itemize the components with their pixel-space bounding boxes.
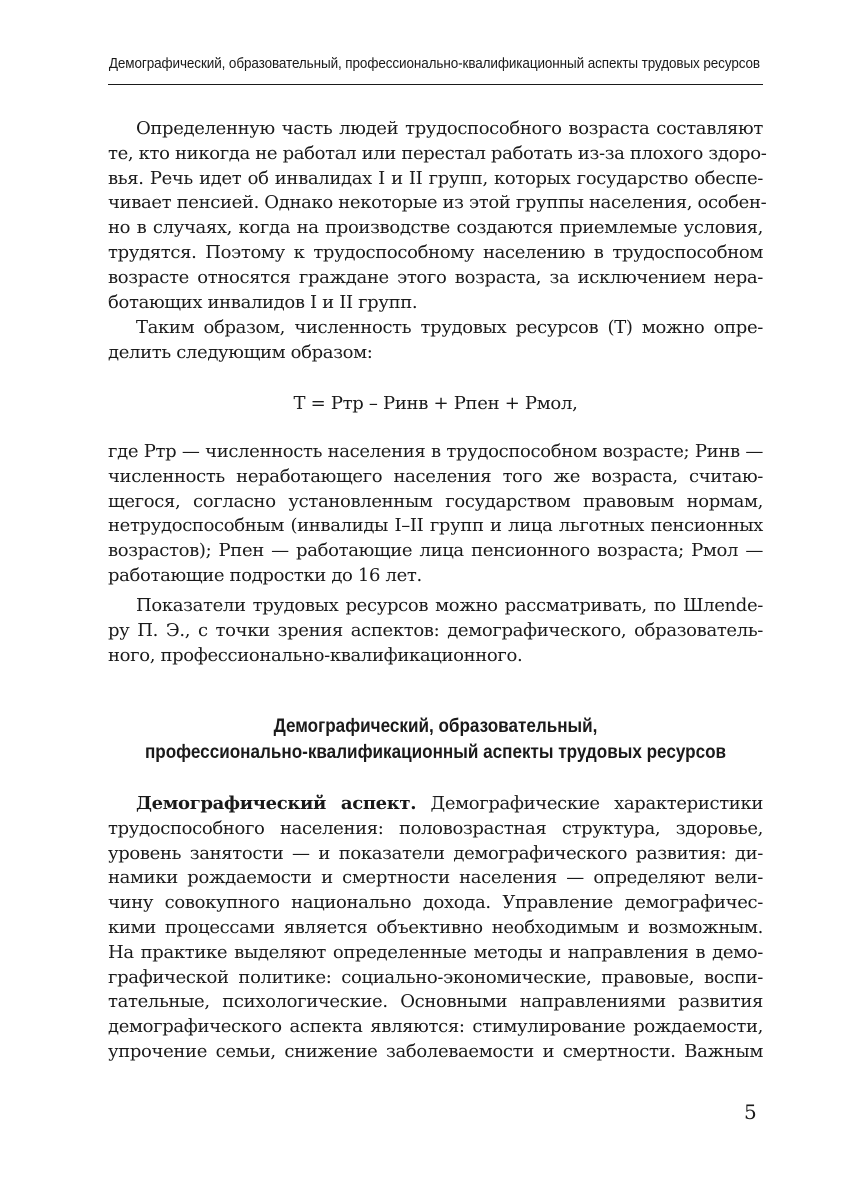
header-divider	[108, 84, 763, 85]
text-line: графической политике: социально-экономические, правовые, воспи-	[108, 966, 763, 988]
text-line: вья. Речь идет об инвалидах I и II групп, которых государство обеспе-	[108, 167, 763, 189]
text-line: делить следующим образом:	[108, 341, 373, 363]
page-number: 5	[744, 1100, 757, 1124]
section-title-line-1: Демографический, образовательный,	[273, 716, 598, 737]
text-line: На практике выделяют определенные методы и направления в демо-	[108, 941, 763, 963]
text-line: трудятся. Поэтому к трудоспособному населению в трудоспособном	[108, 241, 763, 263]
text-line: Показатели трудовых ресурсов можно рассматривать, по Шлende-	[136, 595, 763, 616]
text-line	[108, 792, 763, 817]
text-line: Определенную часть людей трудоспособного возраста составляют	[136, 118, 763, 139]
formula: Т = Ртр – Ринв + Рпен + Рмол,	[293, 393, 578, 414]
text-line: те, кто никогда не работал или перестал работать из-за плохого здоро-	[108, 142, 767, 164]
text-line: чивает пенсией. Однако некоторые из этой группы населения, особен-	[108, 192, 767, 214]
section-title	[108, 714, 763, 766]
section-title-line-2: профессионально-квалификационный аспекты трудовых ресурсов	[144, 742, 727, 763]
text-line: ру П. Э., с точки зрения аспектов: демографического, образователь-	[108, 619, 763, 641]
text-line: кими процессами является объективно необходимым и возможным.	[108, 916, 763, 938]
text-line: возрастов); Рпен — работающие лица пенсионного возраста; Рмол —	[108, 540, 763, 562]
text-line: щегося, согласно установленным государством правовым нормам,	[108, 490, 763, 512]
text-line: но в случаях, когда на производстве создаются приемлемые условия,	[108, 217, 763, 239]
text-line: чину совокупного национально дохода. Управление демографичес-	[108, 892, 763, 914]
paragraph-3	[108, 440, 763, 589]
paragraph-5	[108, 792, 763, 1065]
text-line: упрочение семьи, снижение заболеваемости и смертности. Важным	[108, 1040, 763, 1062]
text-line: работающие подростки до 16 лет.	[108, 564, 422, 586]
paragraph-1	[108, 117, 767, 315]
paragraph-2	[108, 316, 763, 366]
running-head: Демографический, образовательный, профессионально-квалификационный аспекты трудовых ресурсов	[108, 56, 761, 72]
text-line: ботающих инвалидов I и II групп.	[108, 291, 418, 313]
text-line: ного, профессионально-квалификационного.	[108, 644, 523, 666]
text-run: Демографические характеристики	[416, 793, 763, 814]
text-line: Таким образом, численность трудовых ресурсов (Т) можно опре-	[136, 317, 763, 338]
text-line: возрасте относятся граждане этого возраста, за исключением нера-	[108, 266, 763, 288]
text-line: где Ртр — численность населения в трудоспособном возрасте; Ринв —	[108, 441, 763, 462]
run-in-heading: Демографический аспект.	[136, 793, 417, 814]
text-line: уровень занятости — и показатели демографического развития: ди-	[108, 842, 763, 864]
paragraph-4	[108, 594, 763, 668]
text-line: численность неработающего населения того же возраста, считаю-	[108, 465, 763, 487]
text-line: трудоспособного населения: половозрастная структура, здоровье,	[108, 817, 763, 839]
text-line: намики рождаемости и смертности населения — определяют вели-	[108, 867, 763, 889]
text-line: тательные, психологические. Основными направлениями развития	[108, 991, 763, 1013]
text-line: демографического аспекта являются: стимулирование рождаемости,	[108, 1016, 763, 1038]
text-line: нетрудоспособным (инвалиды I–II групп и лица льготных пенсионных	[108, 515, 763, 537]
